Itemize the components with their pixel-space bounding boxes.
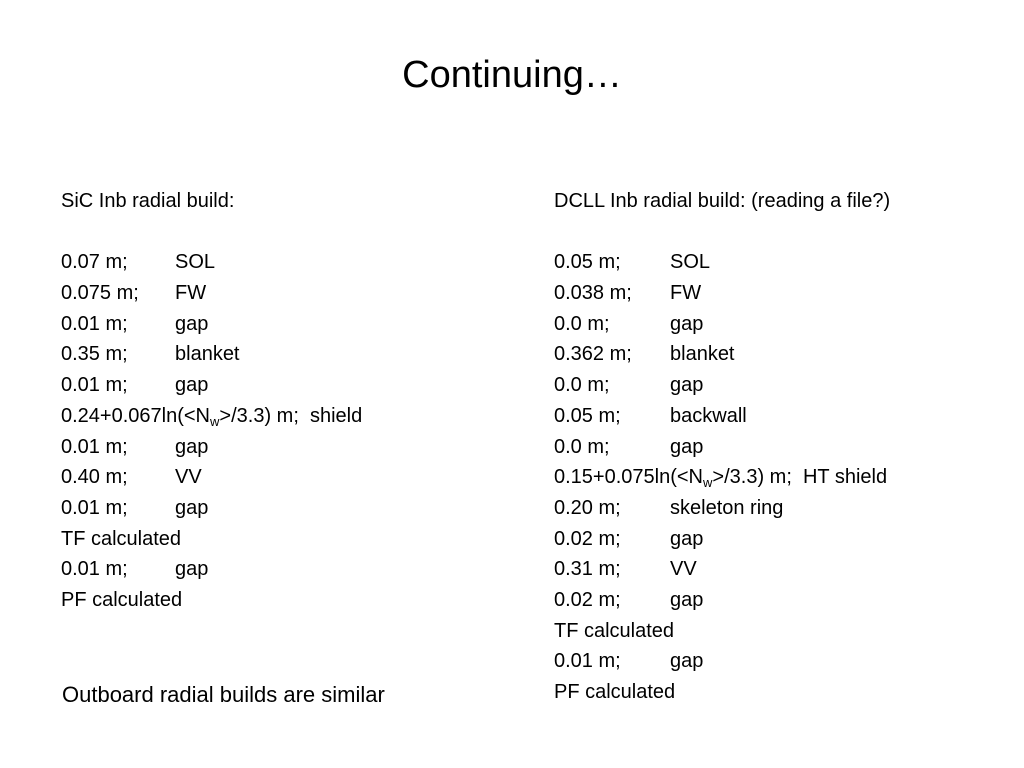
dcll-heading: DCLL Inb radial build: (reading a file?)	[554, 190, 891, 212]
sic-row: 0.01 m; gap	[61, 374, 209, 397]
dcll-row: 0.362 m; blanket	[554, 343, 735, 366]
sic-row: 0.07 m; SOL	[61, 251, 216, 274]
slide-title: Continuing…	[402, 54, 622, 96]
sic-row: 0.01 m; gap	[61, 496, 209, 519]
dcll-row: 0.05 m; backwall	[554, 404, 747, 427]
dcll-row: 0.0 m; gap	[554, 312, 704, 335]
sic-radial-build-column	[61, 186, 521, 616]
dcll-row: 0.038 m; FW	[554, 282, 702, 305]
dcll-row: 0.20 m; skeleton ring	[554, 496, 784, 519]
outboard-note: Outboard radial builds are similar	[62, 682, 385, 707]
dcll-row: 0.02 m; gap	[554, 588, 704, 611]
dcll-row: 0.05 m; SOL	[554, 251, 711, 274]
dcll-row: TF calculated	[554, 619, 675, 642]
dcll-row: 0.31 m; VV	[554, 558, 697, 581]
sic-row: PF calculated	[61, 588, 183, 611]
dcll-row: 0.0 m; gap	[554, 435, 704, 458]
sic-row: 0.01 m; gap	[61, 312, 209, 335]
dcll-shield-formula-row: $0.15+0.075\ln(<N_w>/3.3)$ m; HT shield	[554, 466, 888, 491]
dcll-row: 0.0 m; gap	[554, 374, 704, 397]
sic-shield-formula-row: $0.24+0.067\ln(<N_w>/3.3)$ m; shield	[61, 404, 363, 429]
dcll-row: PF calculated	[554, 681, 676, 703]
sic-heading: SiC Inb radial build:	[61, 190, 235, 212]
dcll-row: 0.01 m; gap	[554, 650, 704, 673]
sic-row: 0.35 m; blanket	[61, 343, 240, 366]
sic-row: 0.01 m; gap	[61, 558, 209, 581]
sic-row: 0.40 m; VV	[61, 466, 202, 489]
sic-row: 0.01 m; gap	[61, 435, 209, 458]
sic-row: 0.075 m; FW	[61, 282, 207, 305]
sic-row: TF calculated	[61, 527, 182, 550]
dcll-row: 0.02 m; gap	[554, 527, 704, 550]
dcll-radial-build-column	[554, 186, 994, 708]
